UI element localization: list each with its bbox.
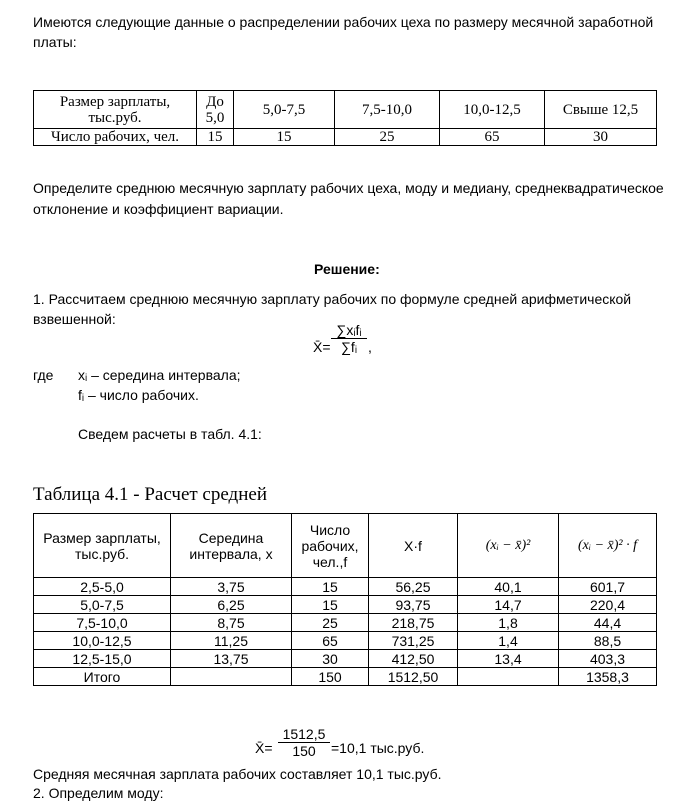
step2-line: 2. Определим моду: bbox=[33, 785, 164, 801]
t1-row-label: Число рабочих, чел. bbox=[34, 129, 197, 146]
t1-header-bin-1: До 5,0 bbox=[197, 91, 234, 129]
task-line-2: отклонение и коэффициент вариации. bbox=[33, 201, 284, 217]
t2-r2-c4: 93,75 bbox=[369, 596, 458, 614]
fi-description: fᵢ – число рабочих. bbox=[78, 387, 199, 403]
t2-r3-c6: 44,4 bbox=[559, 614, 657, 632]
intro-line-2: платы: bbox=[33, 34, 77, 50]
t2-r2-c2: 6,25 bbox=[171, 596, 292, 614]
t2-r5-c1: 12,5-15,0 bbox=[34, 650, 171, 668]
t2-r4-c1: 10,0-12,5 bbox=[34, 632, 171, 650]
formula-numerator: ∑xᵢfᵢ bbox=[336, 322, 362, 338]
t2-r1-c4: 56,25 bbox=[369, 578, 458, 596]
result-numerator: 1512,5 bbox=[282, 726, 326, 742]
result-lhs: X̄= bbox=[255, 740, 273, 756]
t2-r3-c2: 8,75 bbox=[171, 614, 292, 632]
t2-r4-c5: 1,4 bbox=[458, 632, 559, 650]
table-row bbox=[34, 632, 657, 650]
t2-r1-c5: 40,1 bbox=[458, 578, 559, 596]
t2-r1-c6: 601,7 bbox=[559, 578, 657, 596]
where-label: где bbox=[33, 367, 54, 383]
t2-total-label: Итого bbox=[34, 668, 171, 686]
t2-r5-c5: 13,4 bbox=[458, 650, 559, 668]
t2-r5-c3: 30 bbox=[292, 650, 369, 668]
t2-r2-c3: 15 bbox=[292, 596, 369, 614]
t1-header-bin-3: 7,5-10,0 bbox=[335, 91, 440, 129]
summary-line: Сведем расчеты в табл. 4.1: bbox=[78, 426, 262, 442]
formula-denominator: ∑fᵢ bbox=[340, 339, 358, 355]
t2-r2-c6: 220,4 bbox=[559, 596, 657, 614]
t2-r3-c1: 7,5-10,0 bbox=[34, 614, 171, 632]
t2-total-xf: 1512,50 bbox=[369, 668, 458, 686]
intro-line-1: Имеются следующие данные о распределении рабочих цеха по размеру месячной заработной bbox=[33, 14, 654, 30]
task-line-1: Определите среднюю месячную зарплату рабочих цеха, моду и медиану, среднеквадратическое bbox=[33, 180, 664, 196]
t2-header-midpoint: Середина интервала, x bbox=[171, 514, 292, 578]
t2-header-xf: X·f bbox=[369, 514, 458, 578]
t2-header-sqdev: (xᵢ − x̄)² bbox=[458, 514, 559, 578]
t1-cell-5: 30 bbox=[545, 129, 657, 146]
t2-r3-c5: 1,8 bbox=[458, 614, 559, 632]
formula-fraction bbox=[331, 322, 367, 355]
t2-r5-c6: 403,3 bbox=[559, 650, 657, 668]
t2-total-c5 bbox=[458, 668, 559, 686]
t2-header-salary: Размер зарплаты, тыс.руб. bbox=[34, 514, 171, 578]
step1-line-1: 1. Рассчитаем среднюю месячную зарплату рабочих по формуле средней арифметической bbox=[33, 291, 632, 307]
conclusion-line: Средняя месячная зарплата рабочих составляет 10,1 тыс.руб. bbox=[33, 766, 442, 782]
formula-tail: , bbox=[368, 339, 372, 355]
result-rhs: =10,1 тыс.руб. bbox=[331, 740, 425, 756]
t2-r5-c2: 13,75 bbox=[171, 650, 292, 668]
t1-header-bin-4: 10,0-12,5 bbox=[440, 91, 545, 129]
t2-r1-c2: 3,75 bbox=[171, 578, 292, 596]
t1-header-salary: Размер зарплаты, тыс.руб. bbox=[34, 91, 197, 129]
t2-r2-c1: 5,0-7,5 bbox=[34, 596, 171, 614]
result-denominator: 150 bbox=[292, 743, 316, 759]
table-row bbox=[34, 650, 657, 668]
t2-r4-c2: 11,25 bbox=[171, 632, 292, 650]
t2-total-weighted-sqdev: 1358,3 bbox=[559, 668, 657, 686]
t2-r1-c1: 2,5-5,0 bbox=[34, 578, 171, 596]
solution-title: Решение: bbox=[314, 261, 380, 277]
t2-r4-c4: 731,25 bbox=[369, 632, 458, 650]
t2-r5-c4: 412,50 bbox=[369, 650, 458, 668]
t2-header-weighted-sqdev: (xᵢ − x̄)² · f bbox=[559, 514, 657, 578]
total-row bbox=[34, 668, 657, 686]
t2-header-workers: Число рабочих, чел.,f bbox=[292, 514, 369, 578]
t2-r4-c6: 88,5 bbox=[559, 632, 657, 650]
t2-total-c2 bbox=[171, 668, 292, 686]
t1-header-bin-5: Свыше 12,5 bbox=[545, 91, 657, 129]
t2-r2-c5: 14,7 bbox=[458, 596, 559, 614]
formula-lhs: X̄= bbox=[313, 339, 331, 355]
result-fraction bbox=[278, 726, 330, 759]
table-caption: Таблица 4.1 - Расчет средней bbox=[33, 484, 267, 505]
t1-cell-1: 15 bbox=[197, 129, 234, 146]
t1-cell-4: 65 bbox=[440, 129, 545, 146]
table-row bbox=[34, 614, 657, 632]
t2-r4-c3: 65 bbox=[292, 632, 369, 650]
t2-r3-c4: 218,75 bbox=[369, 614, 458, 632]
t2-r1-c3: 15 bbox=[292, 578, 369, 596]
t2-r3-c3: 25 bbox=[292, 614, 369, 632]
mean-calc-table bbox=[33, 513, 657, 686]
xi-description: xᵢ – середина интервала; bbox=[78, 367, 241, 383]
table-row bbox=[34, 596, 657, 614]
step1-line-2: взвешенной: bbox=[33, 311, 116, 327]
t1-cell-3: 25 bbox=[335, 129, 440, 146]
t1-cell-2: 15 bbox=[234, 129, 335, 146]
t1-header-bin-2: 5,0-7,5 bbox=[234, 91, 335, 129]
table-row bbox=[34, 578, 657, 596]
distribution-table bbox=[33, 90, 657, 146]
t2-total-workers: 150 bbox=[292, 668, 369, 686]
